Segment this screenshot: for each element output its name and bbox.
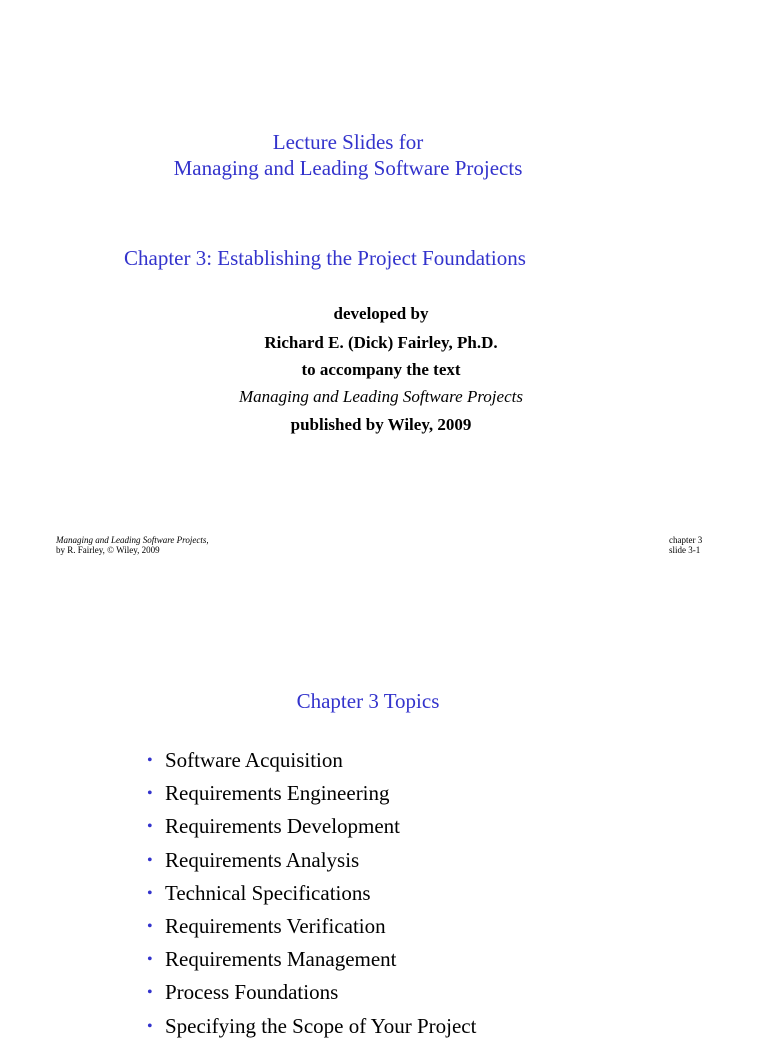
topic-label: Requirements Engineering bbox=[165, 781, 390, 806]
topic-label: Process Foundations bbox=[165, 980, 339, 1005]
topic-label: Requirements Verification bbox=[165, 913, 386, 938]
bullet-icon: • bbox=[147, 984, 153, 1002]
footer-right bbox=[669, 535, 702, 555]
topic-item bbox=[147, 976, 476, 1009]
footer-left bbox=[56, 535, 209, 555]
footer-book-title: Managing and Leading Software Projects, bbox=[56, 535, 209, 545]
topic-label: Requirements Management bbox=[165, 947, 397, 972]
chapter-title: Chapter 3: Establishing the Project Foundations bbox=[124, 246, 526, 270]
topic-label: Software Acquisition bbox=[165, 748, 343, 772]
developed-by-text: developed by bbox=[333, 304, 429, 323]
topic-item bbox=[147, 877, 476, 910]
bullet-icon: • bbox=[147, 752, 153, 769]
topic-item bbox=[147, 744, 476, 777]
bullet-icon: • bbox=[147, 951, 153, 969]
bullet-icon: • bbox=[147, 884, 153, 902]
topic-label: Specifying the Scope of Your Project bbox=[165, 1013, 477, 1038]
topic-label: Technical Specifications bbox=[165, 880, 371, 905]
topic-item bbox=[147, 844, 476, 877]
book-title: Managing and Leading Software Projects bbox=[239, 387, 523, 406]
slide-title-line-1: Lecture Slides for bbox=[272, 130, 424, 154]
bullet-icon: • bbox=[147, 917, 153, 935]
bullet-icon: • bbox=[147, 851, 153, 869]
footer-slide-number: slide 3-1 bbox=[669, 545, 701, 555]
footer-chapter: chapter 3 bbox=[669, 535, 703, 545]
footer-copyright: by R. Fairley, © Wiley, 2009 bbox=[56, 545, 160, 555]
bullet-icon: • bbox=[147, 785, 153, 803]
topic-item bbox=[147, 810, 476, 843]
bullet-icon: • bbox=[147, 818, 153, 836]
slide-title-line-2: Managing and Leading Software Projects bbox=[173, 156, 523, 180]
topics-heading: Chapter 3 Topics bbox=[296, 689, 440, 713]
topic-item bbox=[147, 1010, 476, 1043]
topic-item bbox=[147, 943, 476, 976]
topic-label: Requirements Development bbox=[165, 814, 401, 839]
topic-item bbox=[147, 777, 476, 810]
accompany-text: to accompany the text bbox=[301, 360, 461, 379]
author-name: Richard E. (Dick) Fairley, Ph.D. bbox=[264, 333, 498, 352]
topics-list bbox=[147, 744, 476, 1043]
publisher-text: published by Wiley, 2009 bbox=[290, 415, 472, 434]
topic-label: Requirements Analysis bbox=[165, 847, 360, 872]
bullet-icon: • bbox=[147, 1017, 153, 1035]
topic-item bbox=[147, 910, 476, 943]
